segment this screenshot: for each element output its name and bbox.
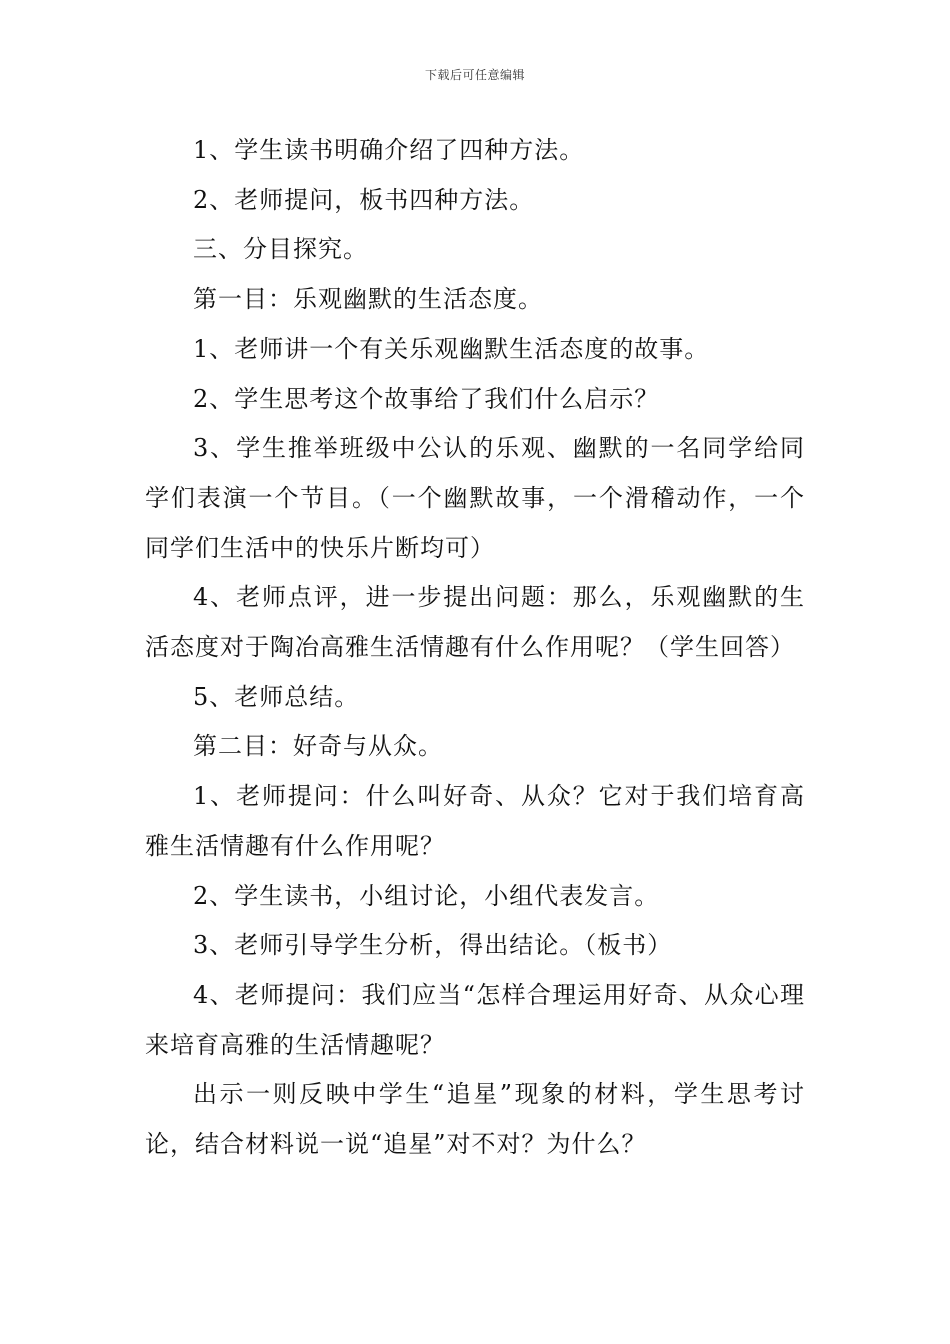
body-text [145,126,805,1170]
paragraph: 2、学生读书，小组讨论，小组代表发言。 [193,881,660,910]
paragraph: 1、老师提问：什么叫好奇、从众？它对于我们培育高雅生活情趣有什么作用呢？ [145,782,805,860]
paragraph: 2、老师提问，板书四种方法。 [193,185,535,214]
paragraph: 1、老师讲一个有关乐观幽默生活态度的故事。 [193,334,710,363]
paragraph: 2、学生思考这个故事给了我们什么启示？ [193,384,660,413]
paragraph: 3、老师引导学生分析，得出结论。（板书） [193,931,673,960]
paragraph: 3、学生推举班级中公认的乐观、幽默的一名同学给同学们表演一个节目。（一个幽默故事，一个滑稽动作，一个同学们生活中的快乐片断均可） [145,434,805,562]
section-heading: 三、分目探究。 [193,235,368,264]
paragraph: 1、学生读书明确介绍了四种方法。 [193,136,585,164]
subsection-heading: 第二目：好奇与从众。 [193,732,443,761]
header-note: 下载后可任意编辑 [424,68,525,82]
paragraph: 4、老师提问：我们应当“怎样合理运用好奇、从众心理来培育高雅的生活情趣呢？ [145,980,805,1059]
paragraph: 5、老师总结。 [193,682,360,711]
paragraph: 出示一则反映中学生“追星”现象的材料，学生思考讨论，结合材料说一说“追星”对不对？为什么？ [145,1080,805,1159]
subsection-heading: 第一目：乐观幽默的生活态度。 [193,285,543,314]
paragraph: 4、老师点评，进一步提出问题：那么，乐观幽默的生活态度对于陶冶高雅生活情趣有什么作用呢？（学生回答） [145,583,805,662]
